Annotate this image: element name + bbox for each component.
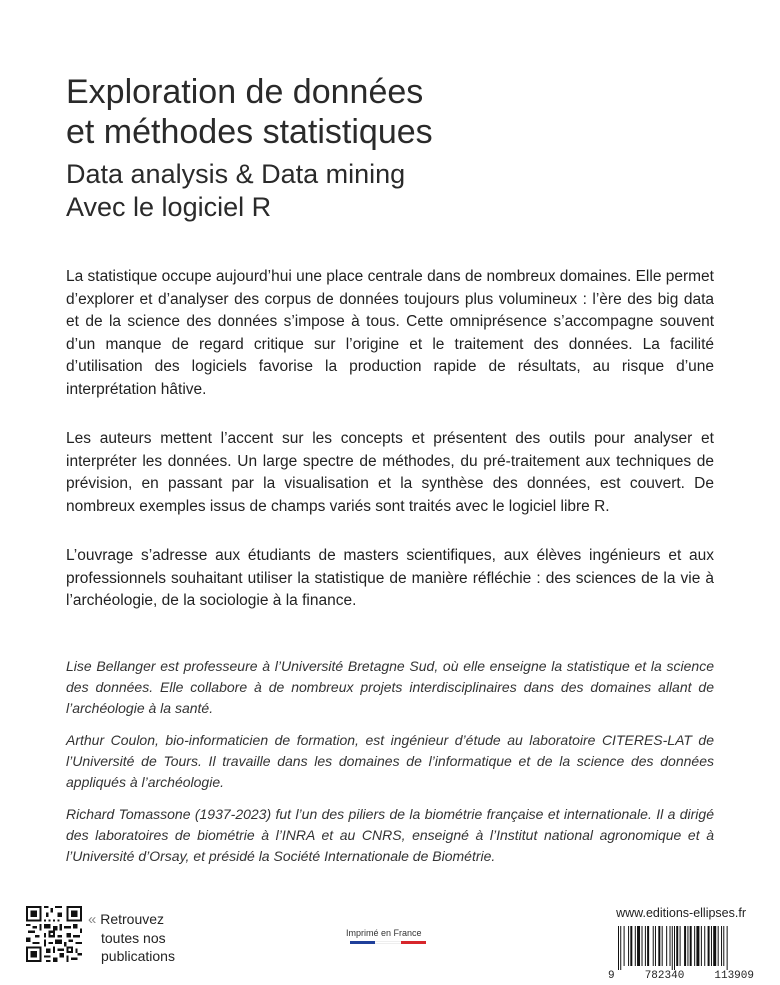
barcode-bar: [721, 926, 722, 966]
barcode-bar: [635, 926, 636, 966]
barcode-bar: [701, 926, 702, 966]
barcode-bar: [653, 926, 654, 966]
publisher-website[interactable]: www.editions-ellipses.fr: [616, 906, 746, 920]
barcode-bar: [624, 926, 625, 966]
made-in-france-label: Imprimé en France: [346, 928, 422, 938]
french-flag-icon: [350, 941, 426, 944]
description-paragraph: L’ouvrage s’adresse aux étudiants de masters scientifiques, aux élèves ingénieurs et aux professionnels souhaitant utiliser la statistique de manière réfléchie : des sciences de la vie à l’archéologie, de la sociologie à la finance.: [66, 547, 714, 610]
barcode-bar: [684, 926, 686, 966]
barcode-bar: [674, 926, 675, 970]
barcode-bar: [727, 926, 728, 970]
qr-code[interactable]: [26, 906, 82, 962]
barcode-bar: [690, 926, 692, 966]
barcode-bar: [711, 926, 712, 966]
isbn-barcode: [618, 926, 746, 970]
barcode-bar: [662, 926, 663, 966]
flag-stripe-blue: [350, 941, 375, 944]
barcode-bar: [696, 926, 699, 966]
barcode-bar: [718, 926, 719, 966]
subtitle-line-1: Data analysis & Data mining: [66, 159, 406, 189]
barcode-bar: [630, 926, 632, 966]
barcode-bar: [666, 926, 667, 966]
barcode-bar: [687, 926, 688, 966]
barcode-bar: [618, 926, 619, 970]
barcode-bar: [713, 926, 716, 966]
barcode-bar: [670, 926, 671, 966]
barcode-bar: [620, 926, 621, 970]
barcode-bar: [723, 926, 724, 966]
author-bio: Richard Tomassone (1937-2023) fut l’un des piliers de la biométrie française et internationale. Il a dirigé des laboratoires de biométrie à l’INRA et au CNRS, enseigné à l’Institut national agronomique et à l’Université d’Orsay, et présidé la Société Internationale de Biométrie.: [66, 806, 714, 864]
barcode-bar: [676, 926, 678, 966]
author-bio: Lise Bellanger est professeure à l’Université Bretagne Sud, où elle enseigne la statistique et la science des données. Elle collabore à de nombreux projets interdisciplinaires dans des domaines allant de l’archéologie à la santé.: [66, 658, 714, 716]
barcode-bar: [658, 926, 660, 966]
retrouvez-line-1: Retrouvez: [100, 911, 165, 927]
book-title: [66, 72, 433, 152]
barcode-bar: [647, 926, 649, 966]
barcode-bar: [694, 926, 695, 966]
barcode-bar: [704, 926, 705, 966]
flag-stripe-white: [375, 941, 400, 944]
isbn-number: [608, 970, 754, 982]
author-bio: Arthur Coulon, bio-informaticien de formation, est ingénieur d’étude au laboratoire CITERES-LAT de l’Université de Tours. Il travaille dans les domaines de l’informatique et de la science des données appliqués à l’archéologie.: [66, 732, 714, 790]
description-paragraph: Les auteurs mettent l’accent sur les concepts et présentent des outils pour analyser et interpréter les données. Un large spectre de méthodes, du pré-traitement aux techniques de prévision, en passant par la visualisation et la synthèse des données, est couvert. De nombreux exemples issus de champs variés sont traités avec le logiciel libre R.: [66, 430, 714, 515]
isbn-first-digit: 9: [608, 970, 615, 982]
barcode-bar: [680, 926, 681, 966]
double-chevron-left-icon: «: [88, 911, 97, 928]
subtitle-line-2: Avec le logiciel R: [66, 192, 272, 222]
description-paragraph: La statistique occupe aujourd’hui une place centrale dans de nombreux domaines. Elle permet d’explorer et d’analyser des corpus de données toujours plus volumineux : l’ère des big data et de la science des données s’impose à tous. Cette omniprésence s’accompagne souvent d’un manque de regard critique sur l’origine et le traitement des données. La facilité d’utilisation des logiciels favorise la production rapide de résultats, au risque d’une interprétation hâtive.: [66, 268, 714, 398]
barcode-bar: [642, 926, 643, 966]
barcode-bar: [637, 926, 640, 966]
barcode-bar: [655, 926, 656, 966]
title-line-1: Exploration de données: [66, 73, 424, 111]
retrouvez-line-3: publications: [101, 948, 175, 964]
title-line-2: et méthodes statistiques: [66, 113, 433, 151]
barcode-bar: [708, 926, 710, 966]
publications-link[interactable]: [88, 910, 175, 965]
isbn-group-1: 782340: [644, 970, 685, 982]
barcode-bar: [672, 926, 673, 970]
book-subtitle: [66, 158, 405, 224]
isbn-group-2: 113909: [714, 970, 754, 982]
retrouvez-line-2: toutes nos: [101, 930, 166, 946]
barcode-bar: [628, 926, 629, 966]
barcode-bar: [645, 926, 646, 966]
flag-stripe-red: [401, 941, 426, 944]
